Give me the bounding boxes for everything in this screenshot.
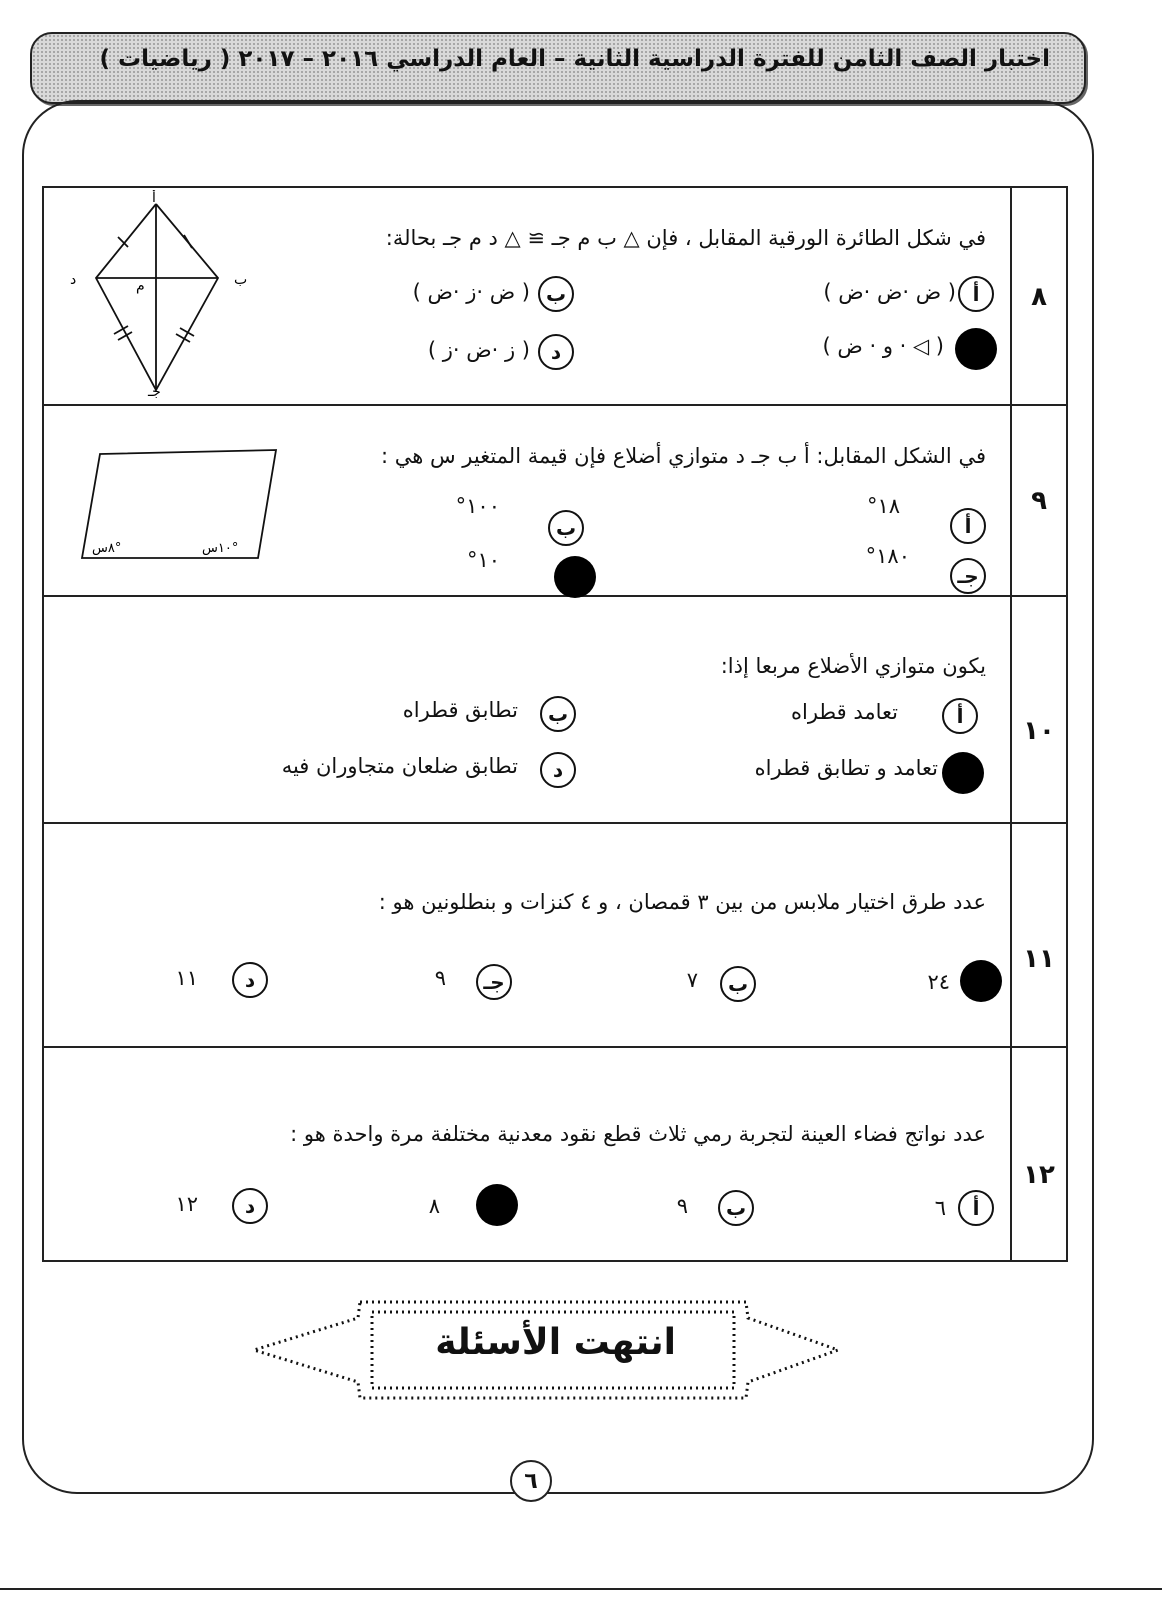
question-text: عدد نواتج فضاء العينة لتجربة رمي ثلاث قطع نقود معدنية مختلفة مرة واحدة هو : — [290, 1122, 986, 1146]
option-selected-c[interactable] — [955, 328, 997, 370]
row-divider — [42, 1046, 1068, 1048]
option-text: ( ض ·ض ·ض ) — [823, 280, 956, 304]
option-circle-c[interactable]: جـ — [950, 558, 986, 594]
option-text: ١٠° — [466, 548, 500, 572]
option-text: ١١ — [175, 966, 198, 990]
option-text: ٢٤ — [927, 970, 950, 994]
option-text: تطابق ضلعان متجاوران فيه — [281, 754, 518, 778]
option-selected-d[interactable] — [554, 556, 596, 598]
question-text: في شكل الطائرة الورقية المقابل ، فإن △ ب م جـ ≅ △ د م جـ بحالة: — [385, 226, 986, 250]
option-circle-a[interactable]: أ — [958, 1190, 994, 1226]
option-text: ١٨° — [866, 494, 900, 518]
option-text: ( ◁ · و · ض ) — [822, 334, 944, 358]
row-divider — [42, 822, 1068, 824]
option-text: تعامد قطراه — [790, 700, 898, 724]
kite-label-top: أ — [152, 190, 156, 206]
option-selected-c[interactable] — [476, 1184, 518, 1226]
angle-label-right: ١٠س° — [202, 541, 239, 556]
parallelogram-figure — [78, 446, 282, 564]
option-circle-b[interactable]: ب — [720, 966, 756, 1002]
option-text: ( ز ·ض ·ز ) — [427, 338, 530, 362]
question-number: ٩ — [1031, 486, 1047, 516]
option-text: تعامد و تطابق قطراه — [754, 756, 938, 780]
exam-header — [30, 32, 1086, 104]
option-circle-c[interactable]: جـ — [476, 964, 512, 1000]
row-divider — [42, 404, 1068, 406]
question-number: ١٠ — [1023, 716, 1055, 746]
option-circle-a[interactable]: أ — [958, 276, 994, 312]
option-circle-d[interactable]: د — [538, 334, 574, 370]
option-text: تطابق قطراه — [402, 698, 518, 722]
kite-label-left: د — [70, 272, 77, 288]
kite-figure — [66, 190, 266, 400]
option-circle-a[interactable]: أ — [950, 508, 986, 544]
end-banner-text: انتهت الأسئلة — [435, 1322, 676, 1363]
row-divider — [42, 595, 1068, 597]
question-text: في الشكل المقابل: أ ب جـ د متوازي أضلاع فإن قيمة المتغير س هي : — [380, 444, 986, 468]
option-circle-d[interactable]: د — [232, 1188, 268, 1224]
question-number: ١٢ — [1023, 1160, 1055, 1190]
page-number: ٦ — [510, 1460, 552, 1502]
option-circle-a[interactable]: أ — [942, 698, 978, 734]
option-text: ٩ — [676, 1194, 688, 1218]
option-text: ٨ — [428, 1194, 440, 1218]
option-selected-a[interactable] — [960, 960, 1002, 1002]
option-selected-c[interactable] — [942, 752, 984, 794]
option-text: ٧ — [686, 968, 698, 992]
option-text: ( ض ·ز ·ض ) — [412, 280, 530, 304]
option-circle-d[interactable]: د — [540, 752, 576, 788]
option-circle-b[interactable]: ب — [540, 696, 576, 732]
option-circle-b[interactable]: ب — [718, 1190, 754, 1226]
option-circle-d[interactable]: د — [232, 962, 268, 998]
kite-label-right: ب — [234, 272, 248, 288]
option-text: ٩ — [434, 966, 446, 990]
option-text: ٦ — [934, 1196, 946, 1220]
footer-line — [0, 1588, 1162, 1590]
question-text: عدد طرق اختيار ملابس من بين ٣ قمصان ، و ٤ كنزات و بنطلونين هو : — [378, 890, 986, 914]
angle-label-left: ٨س° — [92, 541, 122, 556]
exam-title: اختبار الصف الثامن للفترة الدراسية الثانية – العام الدراسي ٢٠١٦ – ٢٠١٧ ( رياضيات ) — [99, 46, 1050, 72]
question-text: يكون متوازي الأضلاع مربعا إذا: — [720, 654, 986, 678]
option-text: ١٨٠° — [865, 544, 910, 568]
option-circle-b[interactable]: ب — [538, 276, 574, 312]
kite-label-center: م — [136, 278, 145, 294]
option-text: ١٢ — [175, 1192, 198, 1216]
question-number: ١١ — [1023, 944, 1055, 974]
question-number: ٨ — [1031, 282, 1047, 312]
option-circle-b[interactable]: ب — [548, 510, 584, 546]
option-text: ١٠٠° — [455, 494, 500, 518]
kite-label-bottom: جـ — [148, 384, 161, 400]
